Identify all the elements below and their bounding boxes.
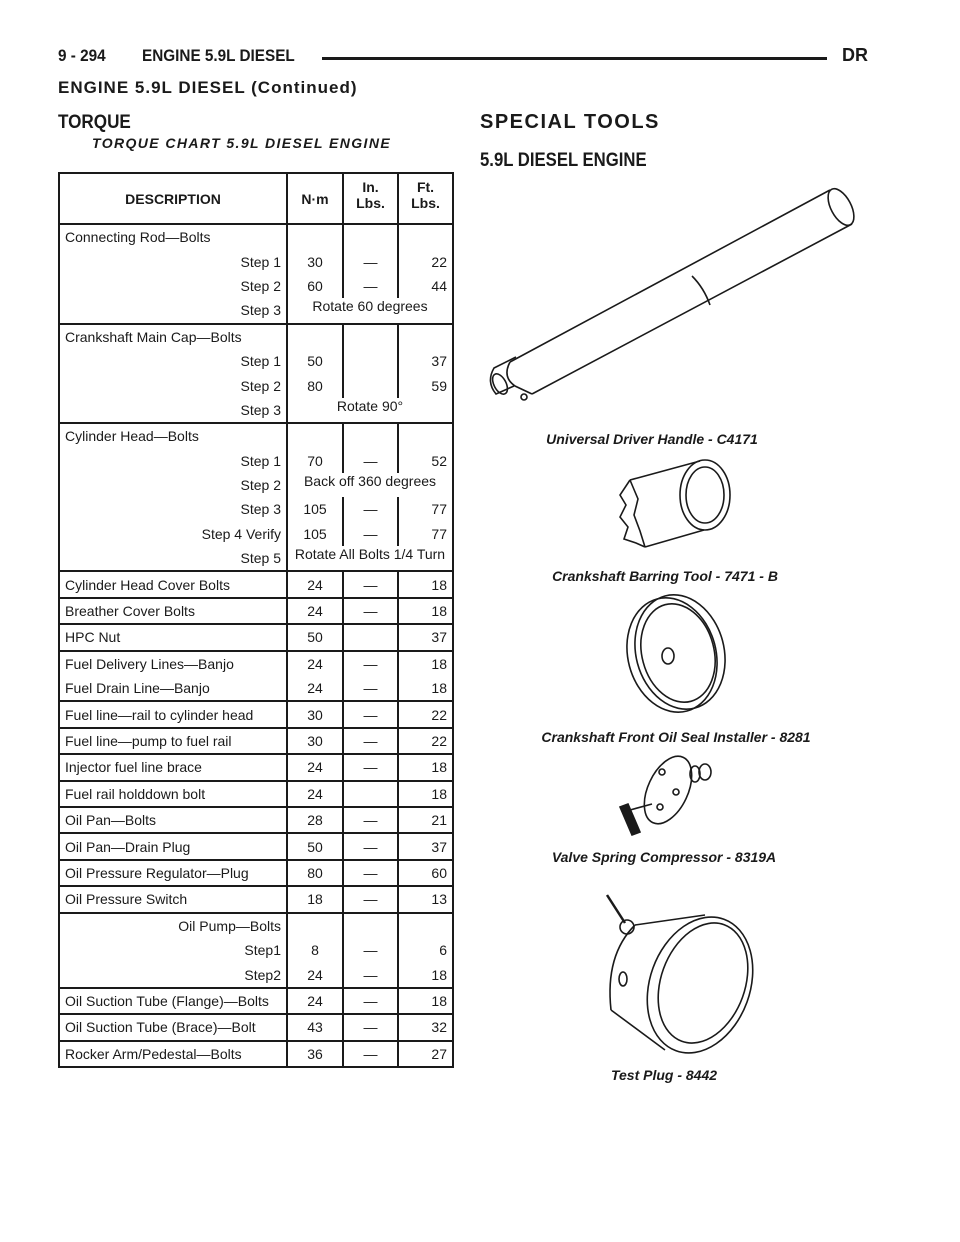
description-cell: Step 2 [240, 377, 281, 394]
description-cell: Fuel rail holddown bolt [65, 785, 206, 802]
in-lbs-cell: — [343, 522, 398, 546]
description-cell: Breather Cover Bolts [65, 603, 195, 620]
ft-lbs-cell [398, 224, 453, 249]
description-cell: Step 1 [240, 452, 281, 469]
table-row [59, 373, 453, 397]
special-tools-heading: SPECIAL TOOLS [480, 111, 660, 133]
ft-lbs-cell: 18 [398, 571, 453, 597]
nm-cell: 50 [287, 833, 343, 859]
valve-spring-compressor-icon [610, 752, 720, 837]
page-number: 9 - 294 [58, 46, 106, 65]
in-lbs-cell: — [343, 988, 398, 1014]
table-row [59, 398, 453, 423]
description-cell: Step 3 [240, 302, 281, 319]
in-lbs-cell [343, 423, 398, 448]
ft-lbs-cell: 6 [398, 938, 453, 962]
instruction-cell: Rotate 60 degrees [287, 298, 453, 323]
nm-cell: 24 [287, 781, 343, 807]
table-row [59, 571, 453, 597]
table-row [59, 224, 453, 249]
table-group [59, 728, 453, 754]
table-row [59, 1014, 453, 1040]
table-group [59, 324, 453, 424]
nm-cell: 24 [287, 651, 343, 676]
col-in-lbs: In. Lbs. [343, 173, 398, 224]
nm-cell: 50 [287, 349, 343, 373]
nm-cell: 80 [287, 373, 343, 397]
tool-caption: Crankshaft Barring Tool - 7471 - B [552, 568, 778, 584]
ft-lbs-cell: 22 [398, 249, 453, 273]
table-group [59, 651, 453, 702]
table-row [59, 274, 453, 298]
ft-lbs-cell: 18 [398, 754, 453, 780]
in-lbs-cell [343, 224, 398, 249]
table-row [59, 676, 453, 701]
description-cell: Oil Pan—Drain Plug [65, 838, 191, 855]
instruction-cell: Rotate All Bolts 1/4 Turn [287, 546, 453, 571]
in-lbs-cell: — [343, 962, 398, 987]
in-lbs-cell: — [343, 701, 398, 727]
instruction-cell: Back off 360 degrees [287, 473, 453, 497]
nm-cell: 28 [287, 807, 343, 833]
table-row [59, 497, 453, 521]
table-row [59, 522, 453, 546]
in-lbs-cell [343, 781, 398, 807]
ft-lbs-cell: 18 [398, 651, 453, 676]
nm-cell: 8 [287, 938, 343, 962]
nm-cell: 24 [287, 571, 343, 597]
in-lbs-cell: — [343, 728, 398, 754]
col-nm: N·m [287, 173, 343, 224]
ft-lbs-cell: 18 [398, 781, 453, 807]
description-cell: Step 5 [240, 550, 281, 567]
nm-cell: 18 [287, 886, 343, 912]
ft-lbs-cell: 52 [398, 449, 453, 473]
table-group [59, 598, 453, 624]
table-row [59, 962, 453, 987]
tool-caption: Test Plug - 8442 [610, 1067, 718, 1083]
table-row [59, 449, 453, 473]
ft-lbs-cell: 59 [398, 373, 453, 397]
table-group [59, 701, 453, 727]
nm-cell: 105 [287, 522, 343, 546]
description-cell: Cylinder Head Cover Bolts [65, 576, 230, 593]
ft-lbs-cell: 22 [398, 728, 453, 754]
in-lbs-cell: — [343, 807, 398, 833]
table-row [59, 624, 453, 650]
ft-lbs-cell: 37 [398, 833, 453, 859]
table-group [59, 754, 453, 780]
in-lbs-cell: — [343, 274, 398, 298]
in-lbs-cell: — [343, 676, 398, 701]
test-plug-icon [595, 885, 765, 1060]
in-lbs-cell: — [343, 1014, 398, 1040]
in-lbs-cell: — [343, 886, 398, 912]
in-lbs-cell [343, 913, 398, 938]
nm-cell [287, 324, 343, 349]
nm-cell: 50 [287, 624, 343, 650]
in-lbs-cell: — [343, 249, 398, 273]
in-lbs-cell [343, 624, 398, 650]
description-cell: Fuel line—pump to fuel rail [65, 733, 232, 749]
table-group [59, 807, 453, 833]
ft-lbs-cell [398, 913, 453, 938]
table-row [59, 298, 453, 323]
table-row [59, 886, 453, 912]
col-description: DESCRIPTION [125, 190, 221, 207]
table-group [59, 624, 453, 650]
table-row [59, 860, 453, 886]
description-cell: Step 2 [240, 277, 281, 294]
description-cell: Cylinder Head—Bolts [65, 428, 199, 445]
table-row [59, 423, 453, 448]
ft-lbs-cell: 21 [398, 807, 453, 833]
table-row [59, 473, 453, 497]
nm-cell: 70 [287, 449, 343, 473]
seal-installer-icon [620, 592, 740, 722]
table-row [59, 324, 453, 349]
table-group [59, 833, 453, 859]
table-group [59, 988, 453, 1014]
description-cell: Step 1 [240, 253, 281, 270]
ft-lbs-cell: 13 [398, 886, 453, 912]
ft-lbs-cell: 18 [398, 598, 453, 624]
table-group [59, 423, 453, 571]
model-code: DR [842, 45, 868, 65]
table-row [59, 754, 453, 780]
nm-cell [287, 224, 343, 249]
torque-table [58, 172, 454, 1068]
nm-cell [287, 913, 343, 938]
table-row [59, 807, 453, 833]
description-cell: Step1 [244, 942, 281, 959]
nm-cell: 24 [287, 962, 343, 987]
description-cell: HPC Nut [65, 629, 121, 646]
table-row [59, 781, 453, 807]
table-row [59, 1041, 453, 1067]
table-group [59, 224, 453, 324]
in-lbs-cell: — [343, 938, 398, 962]
table-row [59, 988, 453, 1014]
description-cell: Fuel Delivery Lines—Banjo [65, 655, 234, 672]
driver-handle-icon [480, 172, 880, 417]
instruction-cell: Rotate 90° [287, 398, 453, 423]
ft-lbs-cell: 37 [398, 349, 453, 373]
col-ft-lbs: Ft. Lbs. [398, 173, 453, 224]
tool-caption: Valve Spring Compressor - 8319A [551, 849, 777, 865]
description-cell: Rocker Arm/Pedestal—Bolts [65, 1045, 242, 1062]
ft-lbs-cell: 18 [398, 962, 453, 987]
in-lbs-cell: — [343, 754, 398, 780]
in-lbs-cell: — [343, 497, 398, 521]
description-cell: Fuel Drain Line—Banjo [65, 680, 210, 697]
ft-lbs-cell: 22 [398, 701, 453, 727]
ft-lbs-cell: 37 [398, 624, 453, 650]
ft-lbs-cell: 77 [398, 522, 453, 546]
in-lbs-cell: — [343, 449, 398, 473]
ft-lbs-cell [398, 324, 453, 349]
ft-lbs-cell: 60 [398, 860, 453, 886]
ft-lbs-cell: 32 [398, 1014, 453, 1040]
table-group [59, 886, 453, 912]
description-cell: Connecting Rod—Bolts [65, 229, 211, 246]
nm-cell: 60 [287, 274, 343, 298]
table-group [59, 1041, 453, 1067]
description-cell: Oil Suction Tube (Flange)—Bolts [65, 992, 269, 1009]
in-lbs-cell: — [343, 571, 398, 597]
ft-lbs-cell: 18 [398, 676, 453, 701]
nm-cell: 30 [287, 728, 343, 754]
ft-lbs-cell: 18 [398, 988, 453, 1014]
description-cell: Oil Pressure Switch [65, 891, 188, 908]
tool-caption: Crankshaft Front Oil Seal Installer - 8281 [541, 729, 811, 745]
description-cell: Step2 [244, 966, 281, 983]
description-cell: Step 2 [240, 477, 281, 494]
ft-lbs-cell: 44 [398, 274, 453, 298]
in-lbs-cell: — [343, 860, 398, 886]
nm-cell: 24 [287, 598, 343, 624]
in-lbs-cell: — [343, 651, 398, 676]
description-cell: Step 1 [240, 353, 281, 370]
description-cell: Oil Pump—Bolts [178, 917, 281, 934]
nm-cell: 30 [287, 701, 343, 727]
description-cell: Oil Pressure Regulator—Plug [65, 864, 249, 881]
table-row [59, 938, 453, 962]
table-row [59, 598, 453, 624]
table-header-row [59, 173, 453, 224]
description-cell: Step 3 [240, 401, 281, 418]
table-row [59, 833, 453, 859]
table-row [59, 728, 453, 754]
torque-chart-title: TORQUE CHART 5.9L DIESEL ENGINE [92, 135, 392, 151]
nm-cell: 43 [287, 1014, 343, 1040]
nm-cell: 30 [287, 249, 343, 273]
ft-lbs-cell: 77 [398, 497, 453, 521]
table-row [59, 249, 453, 273]
ft-lbs-cell [398, 423, 453, 448]
table-group [59, 913, 453, 988]
table-row [59, 913, 453, 938]
nm-cell: 24 [287, 676, 343, 701]
in-lbs-cell [343, 349, 398, 373]
description-cell: Step 3 [240, 501, 281, 518]
in-lbs-cell: — [343, 598, 398, 624]
table-row [59, 651, 453, 676]
table-row [59, 701, 453, 727]
engine-subheading: 5.9L DIESEL ENGINE [480, 150, 647, 171]
barring-tool-icon [600, 455, 740, 555]
in-lbs-cell: — [343, 833, 398, 859]
in-lbs-cell [343, 324, 398, 349]
in-lbs-cell [343, 373, 398, 397]
description-cell: Crankshaft Main Cap—Bolts [65, 328, 242, 345]
tool-caption: Universal Driver Handle - C4171 [546, 431, 758, 447]
description-cell: Step 4 Verify [201, 525, 281, 542]
nm-cell: 24 [287, 988, 343, 1014]
nm-cell: 105 [287, 497, 343, 521]
nm-cell: 24 [287, 754, 343, 780]
table-group [59, 860, 453, 886]
ft-lbs-cell: 27 [398, 1041, 453, 1067]
table-row [59, 349, 453, 373]
description-cell: Fuel line—rail to cylinder head [65, 706, 254, 723]
header-rule [322, 57, 827, 60]
description-cell: Oil Suction Tube (Brace)—Bolt [65, 1019, 256, 1036]
torque-heading: TORQUE [58, 112, 131, 133]
nm-cell: 80 [287, 860, 343, 886]
table-row [59, 546, 453, 571]
nm-cell [287, 423, 343, 448]
table-group [59, 571, 453, 597]
table-group [59, 781, 453, 807]
section-title: ENGINE 5.9L DIESEL [142, 46, 295, 65]
continued-title: ENGINE 5.9L DIESEL (Continued) [58, 78, 358, 97]
description-cell: Oil Pan—Bolts [65, 812, 157, 829]
table-group [59, 1014, 453, 1040]
in-lbs-cell: — [343, 1041, 398, 1067]
description-cell: Injector fuel line brace [65, 759, 202, 776]
nm-cell: 36 [287, 1041, 343, 1067]
